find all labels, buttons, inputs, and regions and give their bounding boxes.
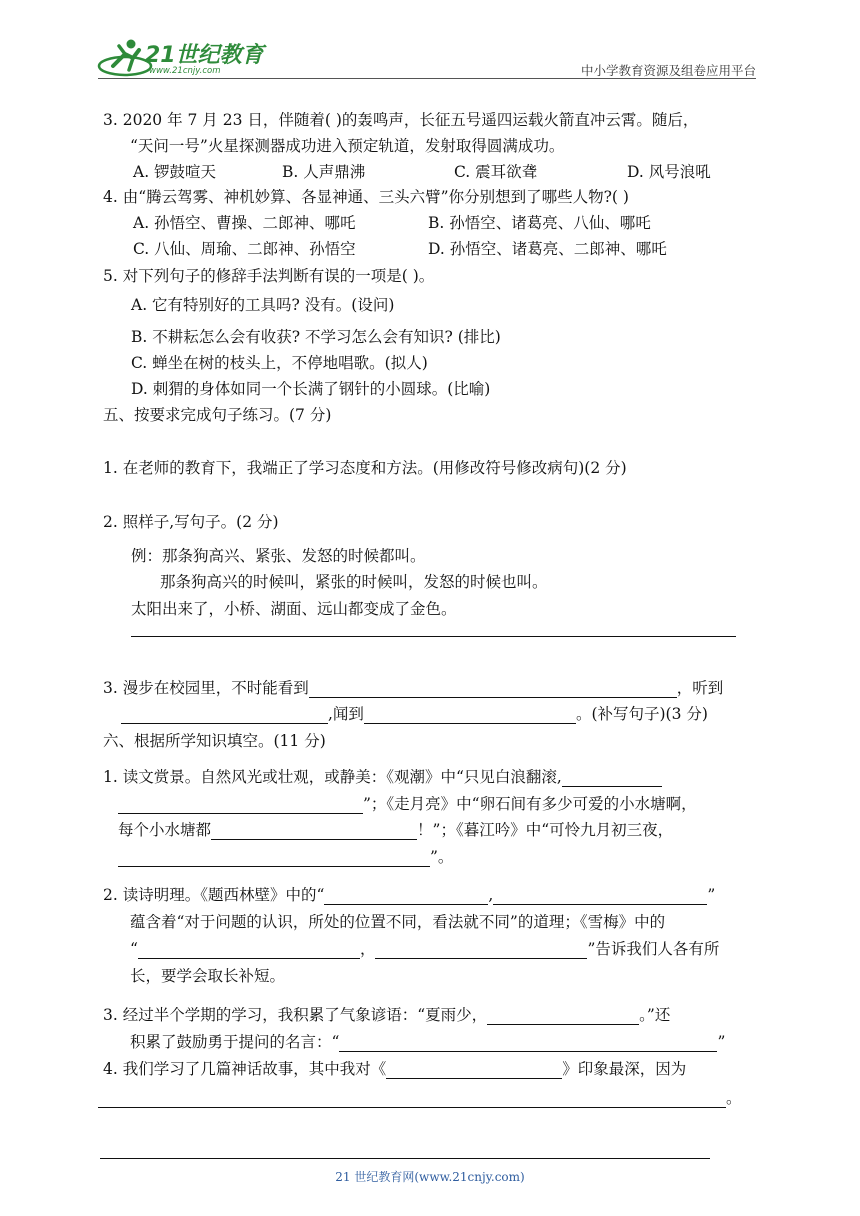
- s6-q2-text-b: ,: [488, 886, 494, 904]
- q3-option-b: B. 人声鼎沸: [282, 163, 366, 181]
- s6-q3-line2: [130, 1030, 725, 1052]
- q5-line1: 5. 对下列句子的修辞手法判断有误的一项是( )。: [103, 267, 435, 285]
- s6-q3-line1: [103, 1003, 670, 1025]
- s6-q2-line4: 长，要学会取长补短。: [130, 967, 286, 985]
- s6-q1-text-e: ”。: [430, 848, 454, 866]
- section5-title: 五、按要求完成句子练习。(7 分): [103, 406, 332, 424]
- q4-option-a: A. 孙悟空、曹操、二郎神、哪吒: [133, 214, 356, 232]
- s6-q1-blank-2[interactable]: [211, 822, 417, 840]
- q3-option-c: C. 震耳欲聋: [454, 163, 538, 181]
- footer-divider: [100, 1158, 710, 1159]
- q4-line1: 4. 由“腾云驾雾、神机妙算、各显神通、三头六臂”你分别想到了哪些人物?( ): [103, 188, 629, 206]
- s6-q1-blank-3[interactable]: [118, 849, 430, 867]
- s6-q1-line4: [118, 845, 453, 867]
- q5-option-a: A. 它有特别好的工具吗? 没有。(设问): [131, 296, 395, 314]
- s5-q3-blank-3[interactable]: [364, 706, 576, 724]
- s6-q2-blank-2[interactable]: [493, 887, 707, 905]
- s6-q4-blank-2[interactable]: [98, 1090, 726, 1108]
- s5-q3-text-b: ，听到: [676, 679, 724, 697]
- s6-q1-blank-1a[interactable]: [562, 769, 662, 787]
- logo-text: 21世纪教育: [145, 43, 264, 68]
- s6-q4-text-b: 》印象最深，因为: [562, 1060, 687, 1078]
- s6-q4-line2: [98, 1086, 742, 1108]
- s6-q1-text-c: 每个小水塘都: [118, 821, 212, 839]
- logo-url: www.21cnjy.com: [149, 66, 221, 76]
- s6-q2-line1: [103, 883, 715, 905]
- s6-q2-text-c: ”: [707, 886, 716, 904]
- s6-q2-text-a: 2. 读诗明理。《题西林壁》中的“: [103, 886, 325, 904]
- q5-option-d: D. 刺猬的身体如同一个长满了钢针的小圆球。(比喻): [131, 380, 491, 398]
- q3-line2: “天问一号”火星探测器成功进入预定轨道，发射取得圆满成功。: [130, 137, 565, 155]
- s5-q3-line1: [103, 676, 723, 698]
- s6-q4-text-c: 。: [726, 1089, 742, 1107]
- q4-option-c: C. 八仙、周瑜、二郎神、孙悟空: [133, 240, 356, 258]
- s5-q3-line2: [121, 702, 708, 724]
- s6-q1-line2: [118, 792, 697, 814]
- s6-q3-blank-1[interactable]: [487, 1007, 639, 1025]
- s5-q3-text-a: 3. 漫步在校园里，不时能看到: [103, 679, 309, 697]
- s6-q2-text-g: ”告诉我们人各有所: [587, 940, 720, 958]
- s6-q4-text-a: 4. 我们学习了几篇神话故事，其中我对《: [103, 1060, 387, 1078]
- s6-q1-line1: [103, 765, 662, 787]
- q4-option-d: D. 孙悟空、诸葛亮、二郎神、哪吒: [428, 240, 667, 258]
- s6-q2-line2: 蕴含着“对于问题的认识，所处的位置不同，看法就不同”的道理；《雪梅》中的: [130, 913, 666, 931]
- s6-q1-text-b: ”；《走月亮》中“卵石间有多少可爱的小水塘啊，: [363, 795, 697, 813]
- s6-q2-text-f: ，: [359, 940, 376, 958]
- s6-q3-text-a: 3. 经过半个学期的学习，我积累了气象谚语：“夏雨少，: [103, 1006, 488, 1024]
- q3-option-a: A. 锣鼓喧天: [133, 163, 217, 181]
- s6-q1-blank-1b[interactable]: [118, 796, 363, 814]
- s5-q3-text-c: ,闻到: [328, 705, 364, 723]
- s6-q2-blank-4[interactable]: [375, 941, 587, 959]
- s6-q2-line3: [130, 937, 719, 959]
- q5-option-c: C. 蝉坐在树的枝头上，不停地唱歌。(拟人): [131, 354, 428, 372]
- q5-option-b: B. 不耕耘怎么会有收获? 不学习怎么会有知识? (排比): [131, 328, 501, 346]
- s5-example1: 例：那条狗高兴、紧张、发怒的时候都叫。: [131, 547, 426, 565]
- s5-prompt: 太阳出来了，小桥、湖面、远山都变成了金色。: [131, 600, 457, 618]
- s5-q3-blank-2[interactable]: [121, 706, 328, 724]
- s5-q3-blank-1[interactable]: [309, 680, 677, 698]
- s6-q1-text-a: 1. 读文赏景。自然风光或壮观，或静美：《观潮》中“只见白浪翻滚,: [103, 768, 562, 786]
- s5-q3-text-d: 。(补写句子)(3 分): [575, 705, 708, 723]
- s6-q3-text-d: ”: [717, 1033, 726, 1051]
- s5-q1: 1. 在老师的教育下，我端正了学习态度和方法。(用修改符号修改病句)(2 分): [103, 459, 627, 477]
- q3-option-d: D. 风号浪吼: [627, 163, 711, 181]
- platform-name: 中小学教育资源及组卷应用平台: [580, 63, 756, 78]
- s5-q2: 2. 照样子,写句子。(2 分): [103, 513, 279, 531]
- header-divider: [98, 78, 756, 79]
- s6-q2-text-e: “: [130, 940, 138, 958]
- s6-q3-text-c: 积累了鼓励勇于提问的名言：“: [130, 1033, 340, 1051]
- s6-q3-blank-2[interactable]: [339, 1034, 717, 1052]
- s6-q2-blank-3[interactable]: [138, 941, 360, 959]
- footer-text: 21 世纪教育网(www.21cnjy.com): [335, 1170, 525, 1184]
- s6-q3-text-b: 。”还: [639, 1006, 671, 1024]
- s6-q2-blank-1[interactable]: [324, 887, 488, 905]
- section6-title: 六、根据所学知识填空。(11 分): [103, 732, 326, 750]
- s6-q4-line1: [103, 1057, 686, 1079]
- s6-q1-text-d: ！”；《暮江吟》中“可怜九月初三夜，: [417, 821, 674, 839]
- s5-example2: 那条狗高兴的时候叫，紧张的时候叫，发怒的时候也叫。: [160, 573, 548, 591]
- s5-answer-line[interactable]: [131, 636, 736, 637]
- s6-q4-blank-1[interactable]: [386, 1061, 562, 1079]
- site-logo: [95, 36, 265, 80]
- q4-option-b: B. 孙悟空、诸葛亮、八仙、哪吒: [428, 214, 651, 232]
- q3-line1: 3. 2020 年 7 月 23 日，伴随着( )的轰鸣声，长征五号遥四运载火箭直冲云霄。随后，: [103, 111, 699, 129]
- s6-q1-line3: [118, 818, 673, 840]
